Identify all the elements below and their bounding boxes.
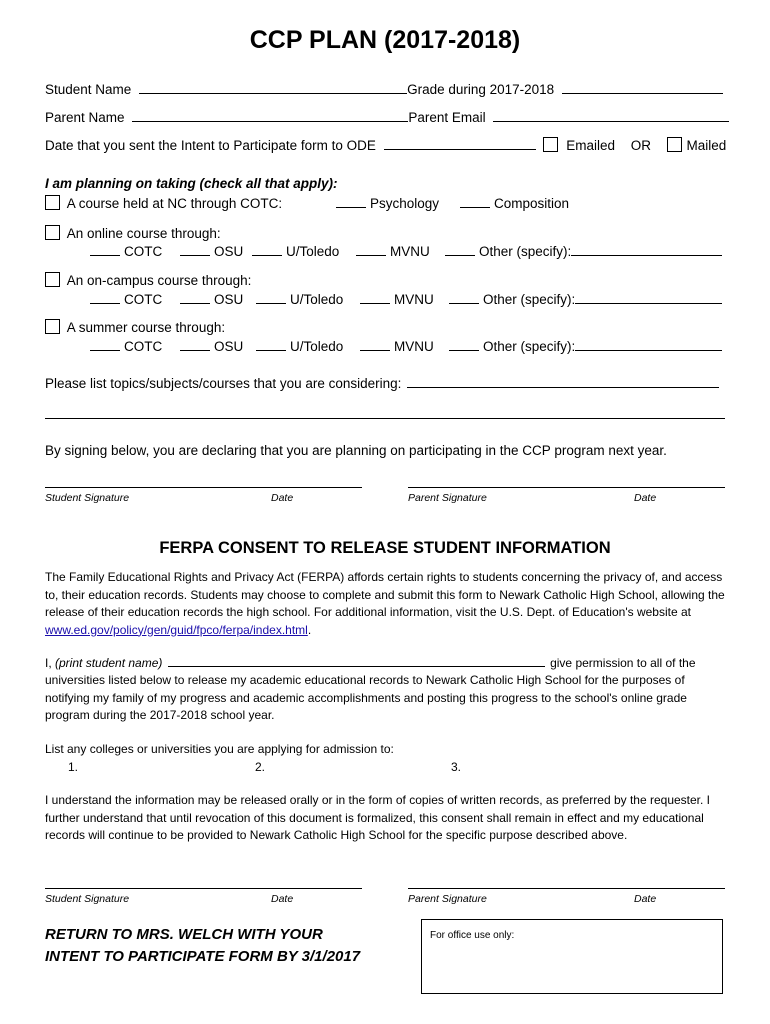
oncampus-cotc-blank[interactable] (90, 291, 120, 304)
student-date-label: Date (271, 492, 294, 504)
student-signature-label: Student Signature (45, 492, 130, 504)
nc-course-row (45, 195, 282, 211)
print-name-input[interactable] (168, 655, 545, 667)
online-cotc-option (90, 243, 162, 259)
declaration-text: By signing below, you are declaring that you are planning on participating in the CCP program next year. (45, 443, 667, 458)
online-other-option (445, 243, 722, 259)
parent-date-label-2: Date (634, 893, 657, 905)
parent-email-input[interactable] (493, 109, 729, 122)
return-line-2: INTENT TO PARTICIPATE FORM BY 3/1/2017 (45, 948, 361, 965)
online-mvnu-label: MVNU (390, 244, 430, 259)
oncampus-osu-option (180, 291, 243, 307)
oncampus-mvnu-label: MVNU (394, 292, 434, 307)
planning-heading: I am planning on taking (check all that apply): (45, 176, 338, 191)
oncampus-mvnu-option (360, 291, 434, 307)
oncampus-cotc-option (90, 291, 162, 307)
ferpa-link-tail: . (307, 622, 312, 637)
parent-signature-label-2: Parent Signature (408, 893, 487, 905)
online-cotc-label: COTC (124, 244, 163, 259)
print-name-row (45, 655, 696, 670)
permission-rest: universities listed below to release my academic educational records to Newark Catholic High School for the purposes of notifying my family of my progress and academic accomplishments and posting this progress to the school's online grade program during the 2017-2018 school year. (45, 673, 687, 722)
oncampus-other-option (449, 291, 722, 307)
permission-first: give permission to all of the (550, 656, 696, 670)
parent-email-label: Parent Email (408, 110, 486, 125)
summer-mvnu-blank[interactable] (360, 338, 390, 351)
summer-course-row (45, 319, 225, 335)
return-instructions (45, 924, 360, 968)
oncampus-course-checkbox[interactable] (45, 272, 60, 287)
oncampus-osu-label: OSU (214, 292, 244, 307)
summer-other-blank[interactable] (449, 338, 479, 351)
oncampus-mvnu-blank[interactable] (360, 291, 390, 304)
summer-other-input[interactable] (575, 338, 722, 351)
oncampus-course-row (45, 272, 251, 288)
student-date-label-2: Date (271, 893, 294, 905)
parent-name-row (45, 109, 729, 125)
online-cotc-blank[interactable] (90, 243, 120, 256)
office-use-label: For office use only: (430, 930, 515, 941)
online-course-row (45, 225, 221, 241)
ferpa-heading: FERPA CONSENT TO RELEASE STUDENT INFORMATION (159, 539, 611, 557)
oncampus-other-input[interactable] (575, 291, 722, 304)
summer-mvnu-option (360, 338, 434, 354)
online-utoledo-label: U/Toledo (286, 244, 340, 259)
topics-row (45, 375, 719, 391)
psychology-option (336, 195, 439, 211)
page-title: CCP PLAN (2017-2018) (249, 26, 521, 54)
oncampus-course-label: An on-campus course through: (66, 273, 252, 288)
oncampus-other-blank[interactable] (449, 291, 479, 304)
online-course-label: An online course through: (66, 226, 221, 241)
intent-date-input[interactable] (384, 137, 536, 150)
parent-name-label: Parent Name (45, 110, 125, 125)
college-number-1: 1. (68, 760, 79, 774)
emailed-label: Emailed (566, 138, 615, 153)
summer-course-label: A summer course through: (66, 320, 226, 335)
summer-course-checkbox[interactable] (45, 319, 60, 334)
parent-signature-label: Parent Signature (408, 492, 487, 504)
student-name-label: Student Name (45, 82, 132, 97)
nc-course-checkbox[interactable] (45, 195, 60, 210)
topics-label: Please list topics/subjects/courses that you are considering: (45, 376, 402, 391)
office-use-box (421, 919, 723, 994)
grade-label: Grade during 2017-2018 (407, 82, 555, 97)
online-utoledo-option (252, 243, 339, 259)
grade-input[interactable] (562, 81, 723, 94)
composition-option (460, 195, 569, 211)
parent-date-label: Date (634, 492, 657, 504)
parent-signature-line-2[interactable] (408, 888, 725, 889)
online-other-blank[interactable] (445, 243, 475, 256)
oncampus-other-label: Other (specify): (483, 292, 576, 307)
parent-name-input[interactable] (132, 109, 408, 122)
colleges-list-label: List any colleges or universities you are applying for admission to: (45, 742, 394, 756)
summer-utoledo-blank[interactable] (256, 338, 286, 351)
summer-other-label: Other (specify): (483, 339, 576, 354)
mailed-label: Mailed (686, 138, 727, 153)
online-other-label: Other (specify): (479, 244, 572, 259)
return-line-1: RETURN TO MRS. WELCH WITH YOUR (45, 926, 323, 943)
topics-input-line-2[interactable] (45, 418, 725, 419)
composition-blank[interactable] (460, 195, 490, 208)
topics-input[interactable] (407, 375, 719, 388)
oncampus-cotc-label: COTC (124, 292, 163, 307)
ferpa-link[interactable]: www.ed.gov/policy/gen/guid/fpco/ferpa/index.html (45, 622, 308, 637)
oncampus-osu-blank[interactable] (180, 291, 210, 304)
emailed-checkbox[interactable] (543, 137, 558, 152)
student-name-input[interactable] (139, 81, 407, 94)
online-mvnu-option (356, 243, 430, 259)
oncampus-utoledo-label: U/Toledo (290, 292, 344, 307)
college-number-3: 3. (451, 760, 462, 774)
online-course-checkbox[interactable] (45, 225, 60, 240)
student-signature-line[interactable] (45, 487, 362, 488)
i-label: I, (45, 656, 56, 670)
intent-date-row (45, 137, 726, 153)
nc-course-label: A course held at NC through COTC: (66, 196, 283, 211)
summer-osu-label: OSU (214, 339, 244, 354)
psychology-blank[interactable] (336, 195, 366, 208)
online-mvnu-blank[interactable] (356, 243, 386, 256)
summer-other-option (449, 338, 722, 354)
mailed-checkbox[interactable] (667, 137, 682, 152)
summer-utoledo-label: U/Toledo (290, 339, 344, 354)
online-osu-blank[interactable] (180, 243, 210, 256)
parent-signature-line[interactable] (408, 487, 725, 488)
oncampus-utoledo-blank[interactable] (256, 291, 286, 304)
student-signature-label-2: Student Signature (45, 893, 130, 905)
summer-cotc-option (90, 338, 162, 354)
online-osu-option (180, 243, 243, 259)
print-name-label: (print student name) (55, 656, 163, 670)
summer-cotc-label: COTC (124, 339, 163, 354)
student-name-row (45, 81, 723, 97)
student-signature-line-2[interactable] (45, 888, 362, 889)
oncampus-utoledo-option (256, 291, 343, 307)
understand-paragraph: I understand the information may be released orally or in the form of copies of written records, as preferred by the requester. I further understand that until revocation of this document is formalized, this consent shall remain in effect and my educational records will continue to be provided to Newark Catholic High School for the specific purpose described above. (45, 793, 711, 842)
composition-label: Composition (494, 196, 570, 211)
summer-osu-option (180, 338, 243, 354)
online-osu-label: OSU (214, 244, 244, 259)
psychology-label: Psychology (370, 196, 440, 211)
intent-date-label: Date that you sent the Intent to Participate form to ODE (45, 138, 376, 153)
summer-osu-blank[interactable] (180, 338, 210, 351)
or-label: OR (630, 138, 652, 153)
college-number-2: 2. (255, 760, 266, 774)
ferpa-intro (45, 569, 725, 639)
online-other-input[interactable] (571, 243, 722, 256)
summer-mvnu-label: MVNU (394, 339, 434, 354)
summer-utoledo-option (256, 338, 343, 354)
ferpa-intro-text: The Family Educational Rights and Privacy Act (FERPA) affords certain rights to students concerning the privacy of, and access to, their education records. Students may choose to complete and submit this form to Newark Catholic High School, allowing the release of their education records the high school. For additional information, visit the U.S. Dept. of Education's website at (45, 570, 725, 619)
summer-cotc-blank[interactable] (90, 338, 120, 351)
online-utoledo-blank[interactable] (252, 243, 282, 256)
